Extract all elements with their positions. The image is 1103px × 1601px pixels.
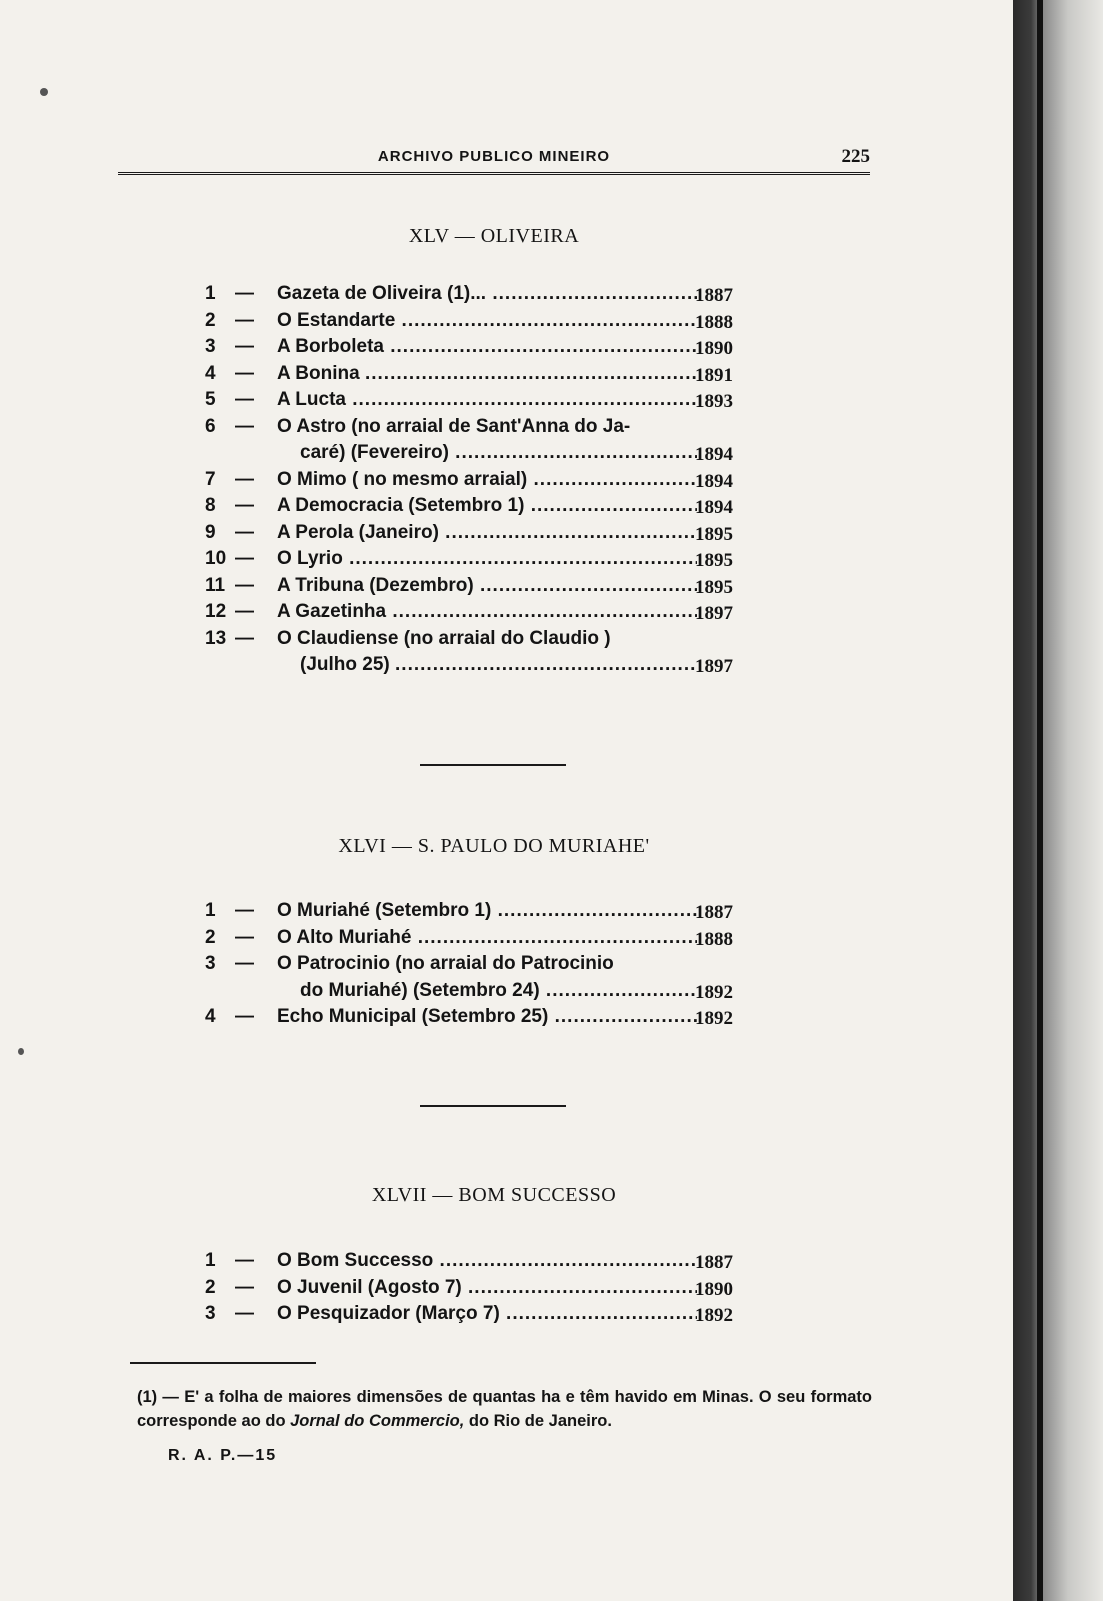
entry-title-continued: (Julho 25) ..... <box>300 652 697 679</box>
footnote-text-end: do Rio de Janeiro. <box>464 1412 612 1430</box>
list-item: 13 — O Claudiense (no arraial do Claudio ) (Julho 25) ..... 1897 <box>205 626 805 679</box>
entry-year: 1887 <box>695 285 733 306</box>
list-item: 2 — O Estandarte ..... 1888 <box>205 308 805 335</box>
page-number: 225 <box>841 146 870 167</box>
entry-title: O Pesquizador (Março 7) ..... <box>277 1301 697 1328</box>
entry-year: 1892 <box>695 1008 733 1029</box>
entry-year: 1891 <box>695 364 733 386</box>
entry-number: 8 <box>205 495 216 516</box>
entry-title: A Perola (Janeiro) ..... <box>277 520 697 547</box>
entry-year: 1894 <box>695 497 733 518</box>
entry-title: Echo Municipal (Setembro 25) ..... <box>277 1004 697 1031</box>
entry-title: A Borboleta ..... <box>277 334 697 361</box>
entry-number: 9 <box>205 521 216 543</box>
entry-title: A Lucta ..... <box>277 387 697 414</box>
entry-title: O Alto Muriahé ..... <box>277 925 697 952</box>
entry-year: 1887 <box>695 1252 733 1273</box>
entry-number: 5 <box>205 389 216 410</box>
entry-year: 1893 <box>695 391 733 412</box>
entry-title: O Estandarte ..... <box>277 308 697 335</box>
entry-number: 3 <box>205 336 216 357</box>
entry-title: A Gazetinha ..... <box>277 599 697 626</box>
list-item: 12 — A Gazetinha ..... 1897 <box>205 599 805 626</box>
ink-speck <box>40 88 48 96</box>
entry-year: 1887 <box>695 902 733 923</box>
entry-title: O Astro (no arraial de Sant'Anna do Ja- <box>277 415 631 437</box>
entry-title: Gazeta de Oliveira (1)... ..... <box>277 281 697 308</box>
running-title: ARCHIVO PUBLICO MINEIRO <box>377 148 611 165</box>
footnote-italic-title: Jornal do Commercio, <box>290 1412 465 1430</box>
entry-number: 7 <box>205 468 216 490</box>
entry-title-continued: caré) (Fevereiro) ..... <box>300 440 697 467</box>
entry-number: 2 <box>205 926 216 948</box>
book-gutter-edge <box>1013 0 1103 1601</box>
list-item: 2 — O Alto Muriahé ..... 1888 <box>205 925 805 952</box>
section-title-xlv: XLV — OLIVEIRA <box>408 225 580 247</box>
entry-title: O Mimo ( no mesmo arraial) ..... <box>277 467 697 494</box>
entry-year: 1888 <box>695 311 733 333</box>
entry-number: 12 <box>205 601 227 622</box>
section-title-xlvii: XLVII — BOM SUCCESSO <box>371 1184 617 1206</box>
entry-title: A Tribuna (Dezembro) ..... <box>277 573 697 600</box>
entry-year: 1890 <box>695 338 733 359</box>
list-item: 6 — O Astro (no arraial de Sant'Anna do Ja- caré) (Fevereiro) ..... 1894 <box>205 414 805 467</box>
list-item: 3 — A Borboleta ..... 1890 <box>205 334 805 361</box>
signature-mark: R. A. P.—15 <box>168 1447 278 1464</box>
section-divider <box>420 764 566 766</box>
entry-title: O Lyrio ..... <box>277 546 697 573</box>
entry-number: 2 <box>205 1276 216 1298</box>
entry-number: 13 <box>205 627 227 649</box>
header-rule <box>118 172 870 175</box>
entry-year: 1890 <box>695 1278 733 1300</box>
entry-number: 2 <box>205 309 216 331</box>
entry-number: 11 <box>205 574 226 596</box>
list-item: 7 — O Mimo ( no mesmo arraial) ..... 1894 <box>205 467 805 494</box>
page-header <box>118 148 870 178</box>
entry-title: O Muriahé (Setembro 1) ..... <box>277 898 697 925</box>
entry-number: 1 <box>205 283 216 304</box>
list-item: 10 — O Lyrio ..... 1895 <box>205 546 805 573</box>
list-item: 8 — A Democracia (Setembro 1) ..... 1894 <box>205 493 805 520</box>
entry-title: A Democracia (Setembro 1) ..... <box>277 493 697 520</box>
entry-number: 3 <box>205 953 216 974</box>
list-item: 1 — O Muriahé (Setembro 1) ..... 1887 <box>205 898 805 925</box>
entry-year: 1892 <box>695 1305 733 1326</box>
entry-year: 1895 <box>695 576 733 598</box>
ink-speck <box>18 1048 24 1055</box>
entry-year: 1892 <box>695 981 733 1003</box>
entry-title: O Juvenil (Agosto 7) ..... <box>277 1275 697 1302</box>
list-item: 3 — O Pesquizador (Março 7) ..... 1892 <box>205 1301 805 1328</box>
entry-title: A Bonina ..... <box>277 361 697 388</box>
entry-number: 1 <box>205 900 216 921</box>
entry-list-xlv <box>205 281 805 679</box>
entry-number: 6 <box>205 415 216 437</box>
entry-title: O Bom Successo ..... <box>277 1248 697 1275</box>
section-title-xlvi: XLVI — S. PAULO DO MURIAHE' <box>338 835 650 857</box>
entry-year: 1894 <box>695 444 733 465</box>
entry-year: 1897 <box>695 603 733 624</box>
list-item: 4 — Echo Municipal (Setembro 25) ..... 1892 <box>205 1004 805 1031</box>
entry-number: 4 <box>205 362 216 384</box>
footnote-rule <box>130 1362 316 1364</box>
section-divider <box>420 1105 566 1107</box>
list-item: 3 — O Patrocinio (no arraial do Patrocinio do Muriahé) (Setembro 24) ..... 1892 <box>205 951 805 1004</box>
entry-year: 1894 <box>695 470 733 492</box>
list-item: 5 — A Lucta ..... 1893 <box>205 387 805 414</box>
entry-list-xlvii <box>205 1248 805 1328</box>
entry-title: O Patrocinio (no arraial do Patrocinio <box>277 953 614 974</box>
entry-number: 1 <box>205 1250 216 1271</box>
entry-year: 1895 <box>695 550 733 571</box>
list-item: 2 — O Juvenil (Agosto 7) ..... 1890 <box>205 1275 805 1302</box>
entry-number: 10 <box>205 548 227 569</box>
entry-year: 1888 <box>695 928 733 950</box>
entry-title-continued: do Muriahé) (Setembro 24) ..... <box>300 978 697 1005</box>
entry-year: 1895 <box>695 523 733 545</box>
entry-number: 3 <box>205 1303 216 1324</box>
entry-year: 1897 <box>695 656 733 677</box>
list-item: 9 — A Perola (Janeiro) ..... 1895 <box>205 520 805 547</box>
list-item: 11 — A Tribuna (Dezembro) ..... 1895 <box>205 573 805 600</box>
list-item: 1 — O Bom Successo ..... 1887 <box>205 1248 805 1275</box>
footnote-text: (1) — E' a folha de maiores dimensões de quantas ha e têm havido em Minas. O seu formato corresponde ao do <box>137 1388 872 1430</box>
list-item: 4 — A Bonina ..... 1891 <box>205 361 805 388</box>
list-item: 1 — Gazeta de Oliveira (1)... ..... 1887 <box>205 281 805 308</box>
entry-title: O Claudiense (no arraial do Claudio ) <box>277 627 611 649</box>
entry-number: 4 <box>205 1006 216 1027</box>
entry-list-xlvi <box>205 898 805 1031</box>
footnote <box>137 1385 872 1433</box>
